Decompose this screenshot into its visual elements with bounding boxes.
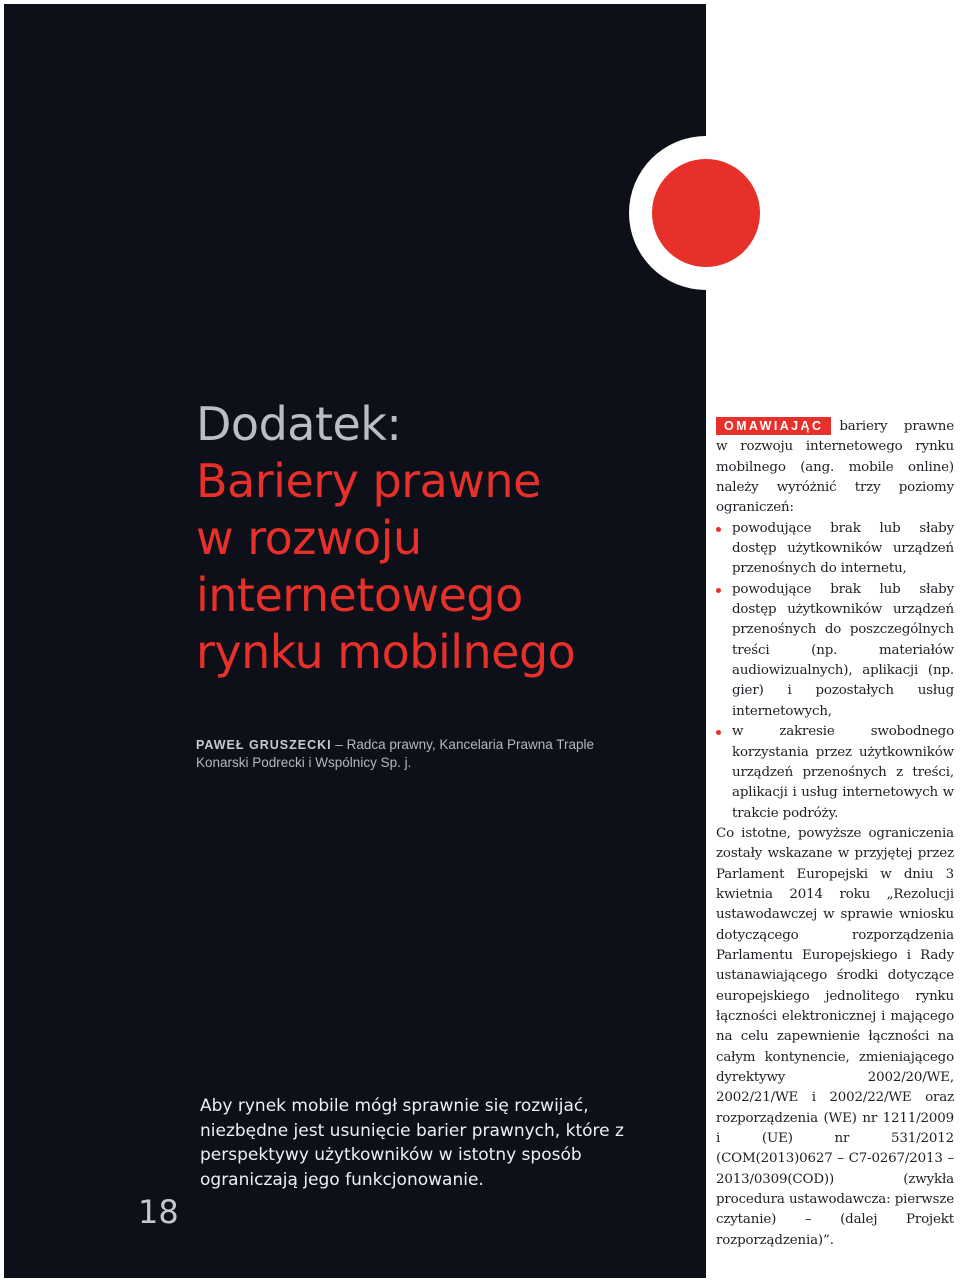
section-tag: OMAWIAJĄC (716, 417, 831, 435)
bullet-icon (716, 588, 721, 593)
list-item (716, 580, 954, 722)
bullet-icon (716, 730, 721, 735)
decorative-red-dot (652, 159, 760, 267)
author-byline (196, 736, 636, 771)
bullet-icon (716, 527, 721, 532)
title-line-4: internetowego (196, 568, 523, 622)
title-line-2: Bariery prawne (196, 454, 541, 508)
page-title (196, 396, 575, 681)
author-name: PAWEŁ GRUSZECKI (196, 738, 332, 752)
limitations-list (716, 519, 954, 824)
lead-paragraph: Aby rynek mobile mógł sprawnie się rozwijać, niezbędne jest usunięcie barier prawnych, które z perspektywy użytkowników w istotny sposób ograniczają jego funkcjonowanie. (200, 1096, 624, 1190)
author-affiliation: – Radca prawny, Kancelaria Prawna Traple Konarski Podrecki i Wspólnicy Sp. j. (196, 737, 595, 770)
list-item-text: powodujące brak lub słaby dostęp użytkowników urządzeń przenośnych do poszczególnych treści (np. materiałów audiowizualnych), aplikacji (np. gier) i pozostałych usług internetowych, (732, 581, 954, 719)
title-line-5: rynku mobilnego (196, 625, 576, 679)
intro-text: bariery prawne w rozwoju internetowego rynku mobilnego (ang. mobile online) należy wyróżnić trzy poziomy ograniczeń: (716, 419, 954, 516)
page-number: 18 (138, 1193, 179, 1231)
title-line-3: w rozwoju (196, 511, 422, 565)
article-paragraph: Co istotne, powyższe ograniczenia zostały wskazane w przyjętej przez Parlament Europejski w dniu 3 kwietnia 2014 roku „Rezolucji ustawodawczej w sprawie wniosku dotyczącego rozporządzenia Parlamentu Europejskiego i Rady ustanawiającego środki dotyczące europejskiego jednolitego rynku łączności elektronicznej i mającego na celu zapewnienie łączności na całym kontynencie, zmieniającego dyrektywy 2002/20/WE, 2002/21/WE i 2002/22/WE oraz rozporządzenia (WE) nr 1211/2009 i (UE) nr 531/2012 (COM(2013)0627 – C7-0267/2013 – 2013/0309(COD)) (zwykła procedura ustawodawcza: pierwsze czytanie) – (dalej Projekt rozporządzenia)”. (716, 825, 954, 1248)
article-body (716, 417, 954, 1251)
list-item (716, 722, 954, 824)
list-item (716, 519, 954, 580)
list-item-text: w zakresie swobodnego korzystania przez użytkowników urządzeń przenośnych z treści, aplikacji i usług internetowych w trakcie podróży. (732, 724, 954, 821)
article-intro (716, 417, 954, 519)
list-item-text: powodujące brak lub słaby dostęp użytkowników urządzeń przenośnych do internetu, (732, 520, 954, 577)
title-line-1: Dodatek: (196, 397, 402, 451)
